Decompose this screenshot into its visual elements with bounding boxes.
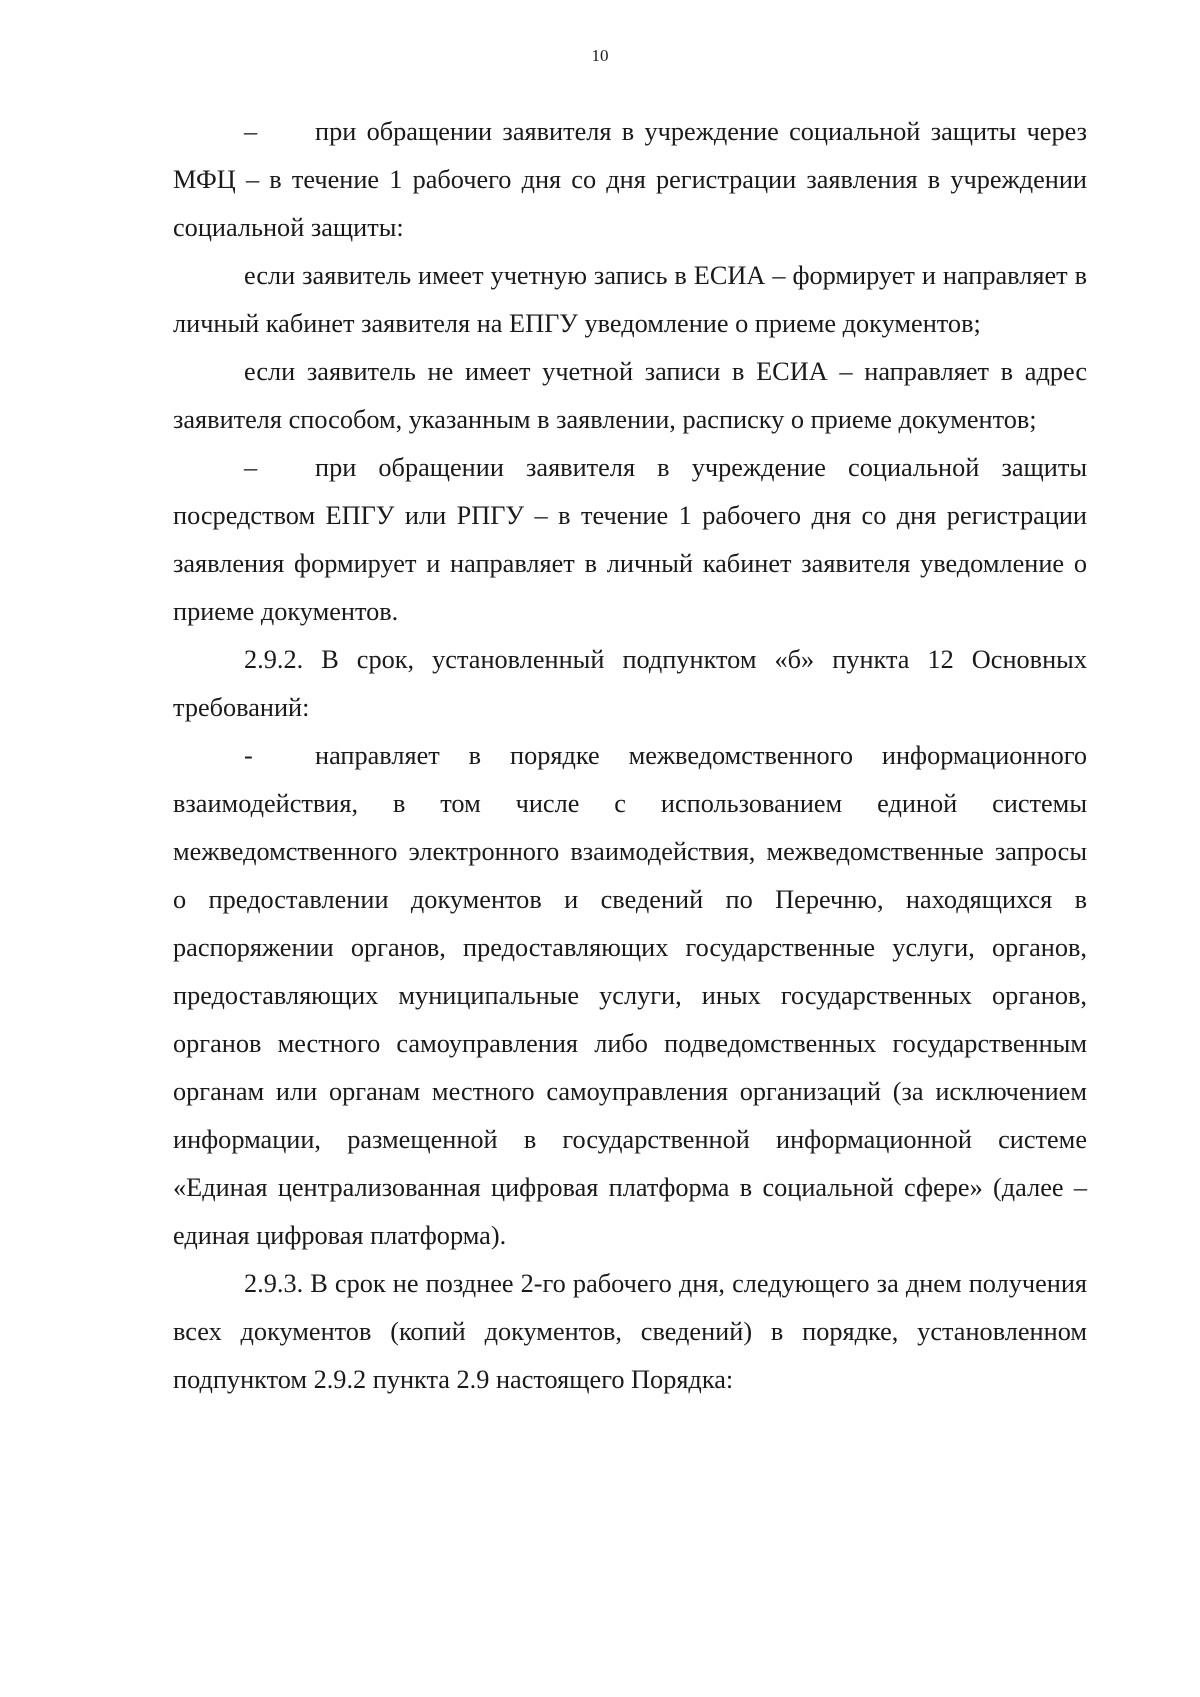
paragraph-text: при обращении заявителя в учреждение социальной защиты посредством ЕПГУ или РПГУ – в течение 1 рабочего дня со дня регистрации заявления формирует и направляет в личный кабинет заявителя уведомление о приеме документов. <box>173 453 1087 626</box>
paragraph-esia-has-account: если заявитель имеет учетную запись в ЕСИА – формирует и направляет в личный кабинет заявителя на ЕПГУ уведомление о приеме документов; <box>173 261 1087 338</box>
dash-marker: – <box>244 117 258 146</box>
dash-item-mfc <box>173 108 1087 252</box>
paragraph-text: при обращении заявителя в учреждение социальной защиты через МФЦ – в течение 1 рабочего дня со дня регистрации заявления в учреждении социальной защиты: <box>173 117 1087 242</box>
dash-marker: - <box>244 741 253 770</box>
paragraph-esia-no-account: если заявитель не имеет учетной записи в ЕСИА – направляет в адрес заявителя способом, указанным в заявлении, расписку о приеме документов; <box>173 357 1087 434</box>
dash-marker: – <box>244 453 258 482</box>
paragraph-2-9-2: 2.9.2. В срок, установленный подпунктом «б» пункта 12 Основных требований: <box>173 645 1087 722</box>
dash-item-interagency <box>173 732 1087 1260</box>
paragraph-text: направляет в порядке межведомственного информационного взаимодействия, в том числе с использованием единой системы межведомственного электронного взаимодействия, межведомственные запросы о предоставлении документов и сведений по Перечню, находящихся в распоряжении органов, предоставляющих государственные услуги, органов, предоставляющих муниципальные услуги, иных государственных органов, органов местного самоуправления либо подведомственных государственным органам или органам местного самоуправления организаций (за исключением информации, размещенной в государственной информационной системе «Единая централизованная цифровая платформа в социальной сфере» (далее – единая цифровая платформа). <box>173 741 1087 1250</box>
paragraph-2-9-3: 2.9.3. В срок не позднее 2-го рабочего дня, следующего за днем получения всех документов (копий документов, сведений) в порядке, установленном подпунктом 2.9.2 пункта 2.9 настоящего Порядка: <box>173 1269 1087 1394</box>
document-body <box>173 108 1087 1404</box>
page-number: 10 <box>591 46 609 65</box>
dash-item-epgu <box>173 444 1087 636</box>
